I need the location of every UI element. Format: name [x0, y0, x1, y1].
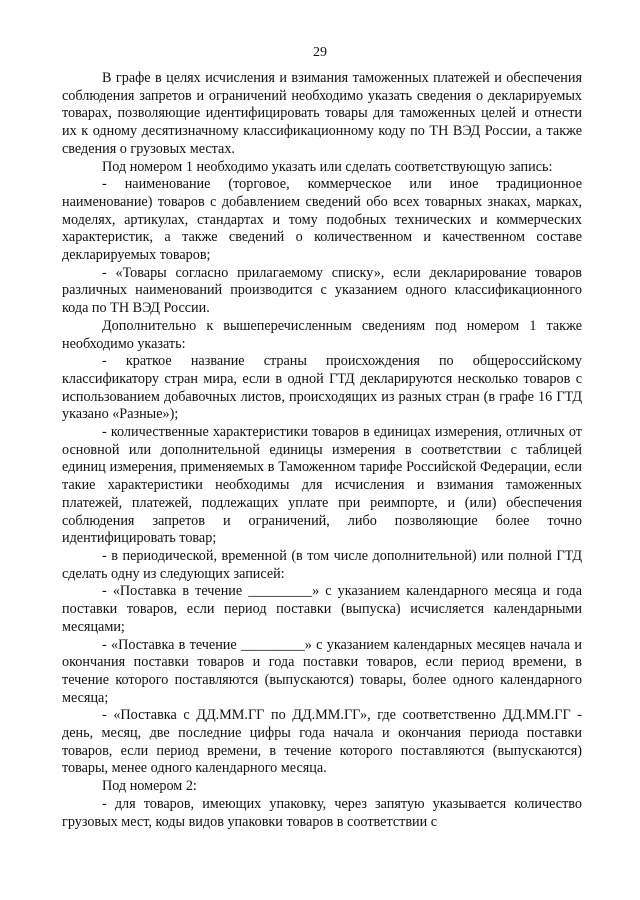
paragraph: - наименование (торговое, коммерческое или иное традиционное наименование) товаров с добавлением сведений обо всех товарных знаках, марках, моделях, артикулах, стандартах и тому подобных технических и коммерческих характеристик, а также сведений о количественном и качественном составе декларируемых товаров;: [62, 176, 582, 264]
paragraph: В графе в целях исчисления и взимания таможенных платежей и обеспечения соблюдения запретов и ограничений необходимо указать сведения о декларируемых товарах, позволяющие идентифицировать товары для таможенных целей и отнести их к одному десятизначному классификационному коду по ТН ВЭД России, а также сведения о грузовых местах.: [62, 70, 582, 157]
paragraph: Под номером 2:: [102, 778, 197, 795]
paragraph: - краткое название страны происхождения по общероссийскому классификатору стран мира, если в одной ГТД декларируются несколько товаров с использованием добавочных листов, происходящих из разных стран (в графе 16 ГТД указано «Разные»);: [62, 353, 582, 423]
paragraph: Дополнительно к вышеперечисленным сведениям под номером 1 также необходимо указать:: [62, 317, 582, 352]
paragraph: - в периодической, временной (в том числе дополнительной) или полной ГТД сделать одну из следующих записей:: [62, 547, 582, 582]
paragraph: - «Поставка в течение _________» с указанием календарного месяца и года поставки товаров, если период поставки (выпуска) исчисляется календарными месяцами;: [62, 583, 582, 635]
document-body: [62, 70, 582, 831]
paragraph: Под номером 1 необходимо указать или сделать соответствующую запись:: [102, 158, 553, 175]
paragraph: - количественные характеристики товаров в единицах измерения, отличных от основной или дополнительной единицы измерения в соответствии с таблицей единиц измерения, применяемых в Таможенном тарифе Российской Федерации, если такие характеристики необходимы для исчисления и взимания таможенных платежей, платежей, подлежащих уплате при реимпорте, и (или) обеспечения соблюдения запретов и ограничений, либо позволяющие более точно идентифицировать товар;: [62, 424, 582, 547]
paragraph: - «Поставка в течение _________» с указанием календарных месяцев начала и окончания поставки товаров и года поставки товаров, если период времени, в течение которого поставляются (выпускаются) товары, более одного календарного месяца;: [62, 636, 582, 706]
paragraph: - для товаров, имеющих упаковку, через запятую указывается количество грузовых мест, коды видов упаковки товаров в соответствии с: [62, 795, 582, 830]
page-number: 29: [313, 45, 327, 60]
paragraph: - «Поставка с ДД.ММ.ГГ по ДД.ММ.ГГ», где соответственно ДД.ММ.ГГ - день, месяц, две последние цифры года начала и окончания периода поставки товаров, если период времени, в течение которого поставляются (выпускаются) товары, менее одного календарного месяца.: [62, 707, 582, 777]
paragraph: - «Товары согласно прилагаемому списку», если декларирование товаров различных наименований производится с указанием одного классификационного кода по ТН ВЭД России.: [62, 264, 582, 317]
